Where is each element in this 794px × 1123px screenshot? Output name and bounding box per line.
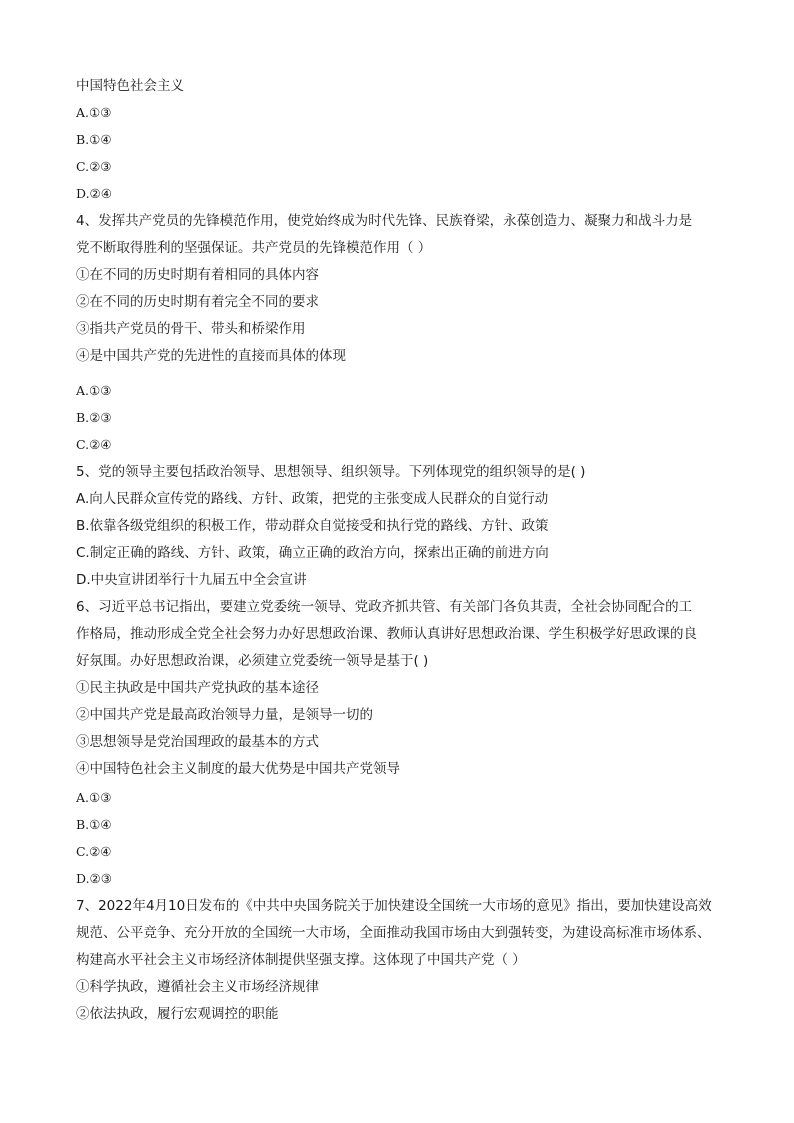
option-line: C.②④ [76, 844, 112, 859]
statement-line: ②中国共产党是最高政治领导力量，是领导一切的 [76, 707, 373, 723]
option-line: C.②④ [76, 437, 112, 452]
option-line: B.②③ [76, 410, 112, 425]
option-line: C.②③ [76, 159, 112, 174]
statement-line: ④中国特色社会主义制度的最大优势是中国共产党领导 [76, 761, 400, 777]
option-line: D.②④ [76, 186, 112, 201]
question-6-stem: 作格局，推动形成全党全社会努力办好思想政治课、教师认真讲好思想政治课、学生积极学好思政课的良 [76, 626, 697, 642]
option-line: C.制定正确的路线、方针、政策，确立正确的政治方向，探索出正确的前进方向 [76, 545, 549, 561]
option-line: A.①③ [76, 105, 112, 120]
statement-line: ④是中国共产党的先进性的直接而具体的体现 [76, 348, 346, 364]
question-7-stem: 7、2022年4月10日发布的《中共中央国务院关于加快建设全国统一大市场的意见》指出，要加快建设高效 [76, 898, 712, 914]
statement-line: ①在不同的历史时期有着相同的具体内容 [76, 267, 319, 283]
question-6-stem: 好氛围。办好思想政治课，必须建立党委统一领导是基于( ) [76, 653, 429, 669]
question-4-stem: 党不断取得胜利的坚强保证。共产党员的先锋模范作用（ ） [76, 240, 432, 256]
statement-line: ③指共产党员的骨干、带头和桥梁作用 [76, 321, 306, 337]
option-line: A.①③ [76, 383, 112, 398]
question-6-stem: 6、习近平总书记指出，要建立党委统一领导、党政齐抓共管、有关部门各负其责，全社会协同配合的工 [76, 599, 693, 615]
statement-line: ③思想领导是党治国理政的最基本的方式 [76, 734, 319, 750]
question-7-stem: 构建高水平社会主义市场经济体制提供坚强支撑。这体现了中国共产党（ ） [76, 952, 526, 968]
statement-line: ①科学执政，遵循社会主义市场经济规律 [76, 979, 319, 995]
option-line: D.中央宣讲团举行十九届五中全会宣讲 [76, 572, 307, 588]
question-5-stem: 5、党的领导主要包括政治领导、思想领导、组织领导。下列体现党的组织领导的是( ) [76, 464, 586, 480]
statement-line: ①民主执政是中国共产党执政的基本途径 [76, 680, 319, 696]
statement-line: ②在不同的历史时期有着完全不同的要求 [76, 294, 319, 310]
statement-line: ②依法执政，履行宏观调控的职能 [76, 1006, 279, 1022]
option-line: A.①③ [76, 790, 112, 805]
option-line: A.向人民群众宣传党的路线、方针、政策，把党的主张变成人民群众的自觉行动 [76, 491, 549, 507]
option-line: B.依靠各级党组织的积极工作，带动群众自觉接受和执行党的路线、方针、政策 [76, 518, 549, 534]
text-line: 中国特色社会主义 [76, 78, 184, 94]
option-line: B.①④ [76, 817, 112, 832]
question-4-stem: 4、发挥共产党员的先锋模范作用，使党始终成为时代先锋、民族脊梁，永葆创造力、凝聚力和战斗力是 [76, 213, 693, 229]
option-line: B.①④ [76, 132, 112, 147]
question-7-stem: 规范、公平竞争、充分开放的全国统一大市场，全面推动我国市场由大到强转变，为建设高标准市场体系、 [76, 925, 711, 941]
option-line: D.②③ [76, 871, 112, 886]
